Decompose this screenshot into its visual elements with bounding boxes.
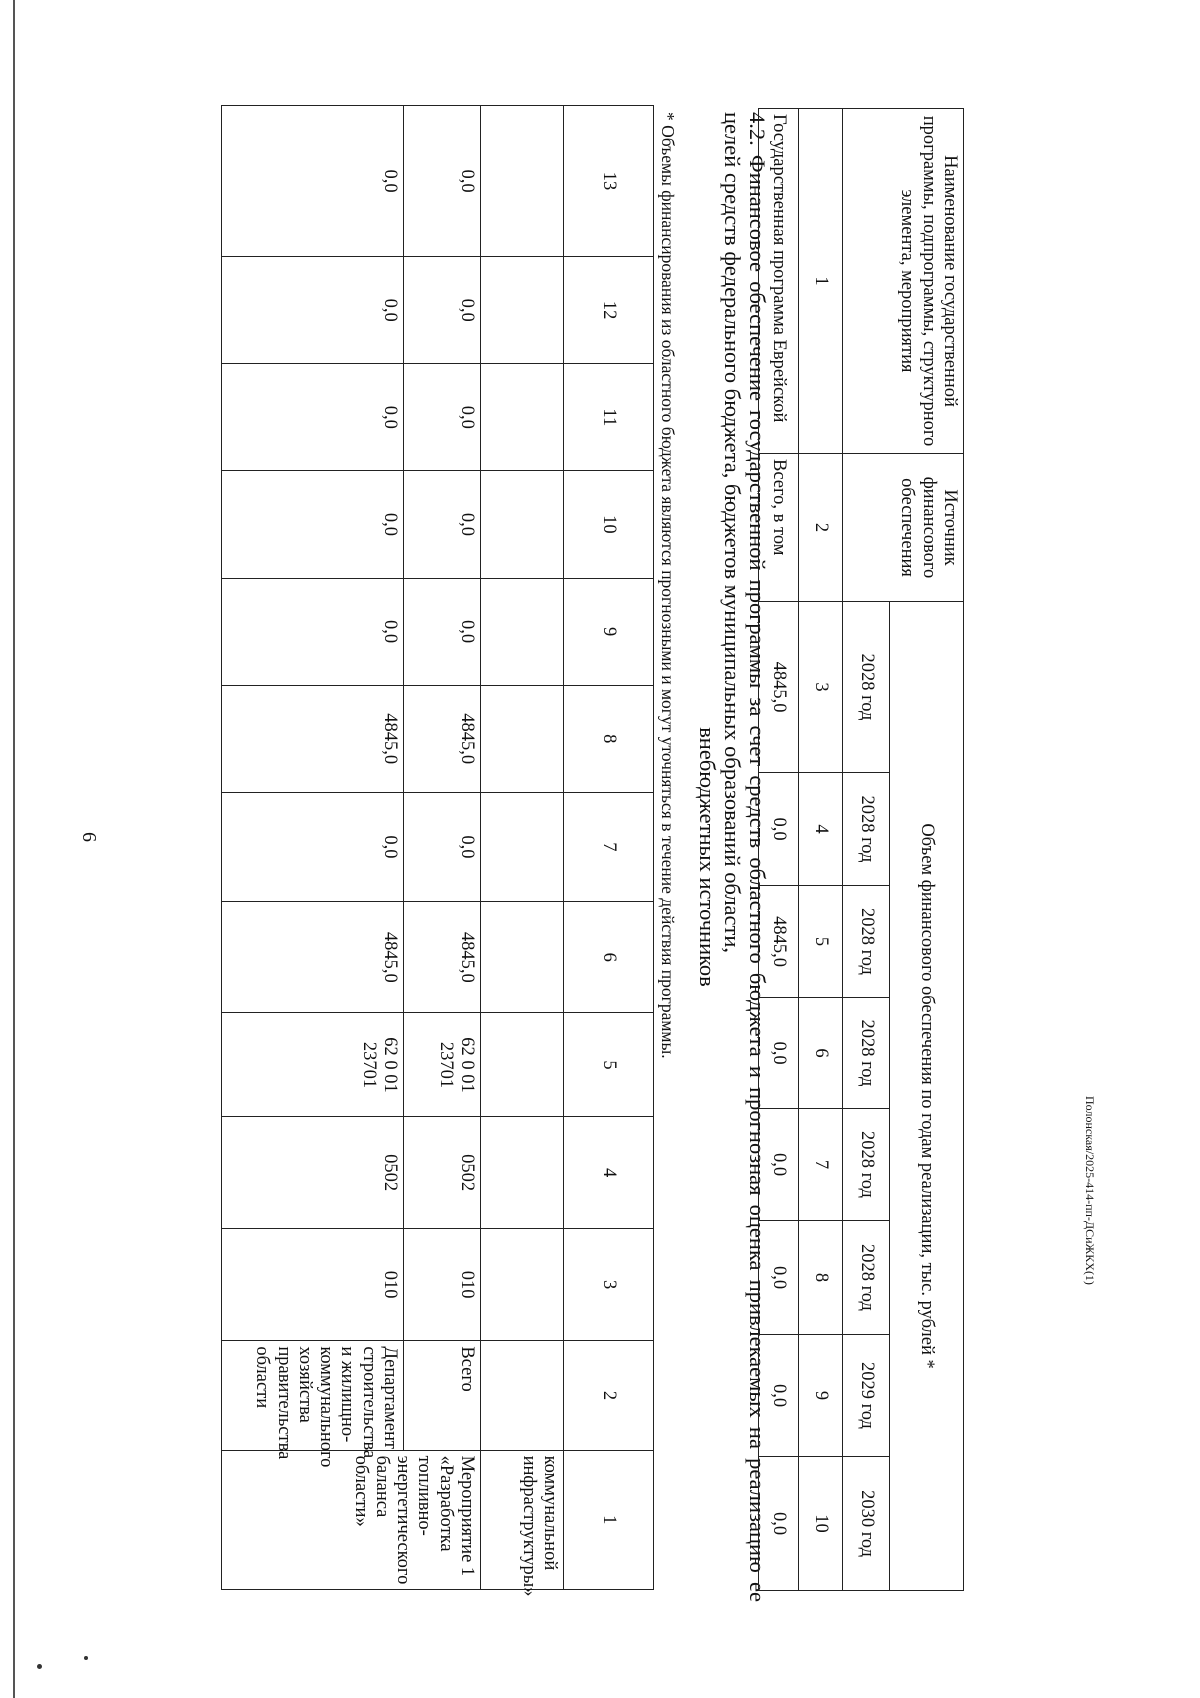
table-cell: 4845,0 <box>222 685 404 792</box>
year-header: 2030 год <box>843 1457 890 1591</box>
column-number: 6 <box>799 998 843 1109</box>
table-cell: 0,0 <box>222 106 404 257</box>
column-number: 1 <box>799 109 843 454</box>
column-number: 5 <box>799 886 843 998</box>
table-cell: 0502 <box>404 1117 481 1228</box>
document-code: Полонская/2025-414-пп-ДСиЖКХ(1) <box>1083 1096 1097 1285</box>
financing-table <box>758 108 964 1591</box>
table-cell: 0,0 <box>222 364 404 471</box>
table-cell: 4845,0 <box>404 685 481 792</box>
column-number: 3 <box>799 602 843 773</box>
scan-edge-line <box>13 0 15 1698</box>
heading-line: внебюджетных источников <box>695 727 720 987</box>
table-cell: 010 <box>222 1228 404 1341</box>
table-row <box>404 106 481 1590</box>
heading-line: 4.2. Финансовое обеспечение государственной программы за счет средств областного бюджета и прогнозная оценка <box>745 112 770 1271</box>
table-cell: 0,0 <box>759 773 799 886</box>
header-cell: 3 <box>564 1228 654 1341</box>
header-cell: 11 <box>564 364 654 471</box>
table-cell: 0,0 <box>759 1221 799 1335</box>
table-cell: 010 <box>404 1228 481 1341</box>
table-cell: Всего <box>404 1341 481 1450</box>
header-cell: 6 <box>564 902 654 1013</box>
table-row <box>222 106 404 1590</box>
header-cell: 4 <box>564 1117 654 1228</box>
column-number: 2 <box>799 454 843 602</box>
year-header: 2029 год <box>843 1335 890 1457</box>
table-header-row <box>564 106 654 1590</box>
table-cell: 0,0 <box>222 471 404 578</box>
table-cell: 62 0 01 23701 <box>404 1013 481 1117</box>
table-cell: 0,0 <box>222 792 404 901</box>
table-row <box>759 109 799 1591</box>
table-cell: 0,0 <box>759 1109 799 1221</box>
table-cell: 0502 <box>222 1117 404 1228</box>
table-cell: 0,0 <box>222 257 404 364</box>
table-cell: 0,0 <box>404 471 481 578</box>
column-number: 8 <box>799 1221 843 1335</box>
year-header: 2028 год <box>843 1109 890 1221</box>
table-cell: Департамент строительства и жилищно-коммунального хозяйства правительства области <box>222 1341 404 1450</box>
table-cell: 4845,0 <box>759 886 799 998</box>
header-cell: 7 <box>564 792 654 901</box>
header-cell: 8 <box>564 685 654 792</box>
table-cell: 0,0 <box>759 1335 799 1457</box>
header-cell: 13 <box>564 106 654 257</box>
header-cell: 5 <box>564 1013 654 1117</box>
header-cell: 10 <box>564 471 654 578</box>
column-number: 10 <box>799 1457 843 1591</box>
table-cell: 0,0 <box>222 578 404 685</box>
header-cell: 2 <box>564 1341 654 1450</box>
table-cell: 4845,0 <box>404 902 481 1013</box>
column-number: 9 <box>799 1335 843 1457</box>
page-number: 6 <box>78 832 100 842</box>
header-cell: Источник финансового обеспечения <box>843 454 964 602</box>
table-cell: 62 0 01 23701 <box>222 1013 404 1117</box>
table-cell: 0,0 <box>404 792 481 901</box>
table-cell: 0,0 <box>759 998 799 1109</box>
column-number-row <box>799 109 843 1591</box>
table-cell: Государственная программа Еврейской <box>759 109 799 454</box>
budget-table <box>221 105 654 1597</box>
year-header: 2028 год <box>843 886 890 998</box>
header-cell: 9 <box>564 578 654 685</box>
column-number: 7 <box>799 1109 843 1221</box>
table-cell: 4845,0 <box>759 602 799 773</box>
table-cell: 0,0 <box>404 106 481 257</box>
header-cell: Наименование государственной программы, подпрограммы, структурного элемента, мероприятия <box>843 109 964 454</box>
table-row <box>481 106 564 1590</box>
year-header: 2028 год <box>843 773 890 886</box>
scan-speck <box>84 1656 88 1660</box>
table-cell: коммунальной инфраструктуры» <box>481 1450 564 1589</box>
table-cell: 0,0 <box>404 578 481 685</box>
table-cell: 0,0 <box>404 364 481 471</box>
heading-line: привлекаемых на реализацию ее целей средств федерального бюджета, бюджетов муниципальных образований области, <box>720 112 770 1602</box>
table-cell: Всего, в том <box>759 454 799 602</box>
header-cell: 1 <box>564 1450 654 1589</box>
table-header-row <box>890 109 964 1591</box>
table-cell: 0,0 <box>759 1457 799 1591</box>
column-number: 4 <box>799 773 843 886</box>
header-cell: 12 <box>564 257 654 364</box>
header-cell: Объем финансового обеспечения по годам реализации, тыс. рублей * <box>890 602 964 1591</box>
scan-speck <box>37 1664 42 1669</box>
year-header: 2028 год <box>843 602 890 773</box>
table-cell: Мероприятие 1 «Разработка топливно-энергетического баланса области» <box>222 1450 481 1589</box>
footnote: * Объемы финансирования из областного бюджета являются прогнозными и могут уточняться в течение действия программы. <box>658 112 678 1059</box>
table-cell: 0,0 <box>404 257 481 364</box>
year-header: 2028 год <box>843 1221 890 1335</box>
table-cell: 4845,0 <box>222 902 404 1013</box>
year-header: 2028 год <box>843 998 890 1109</box>
